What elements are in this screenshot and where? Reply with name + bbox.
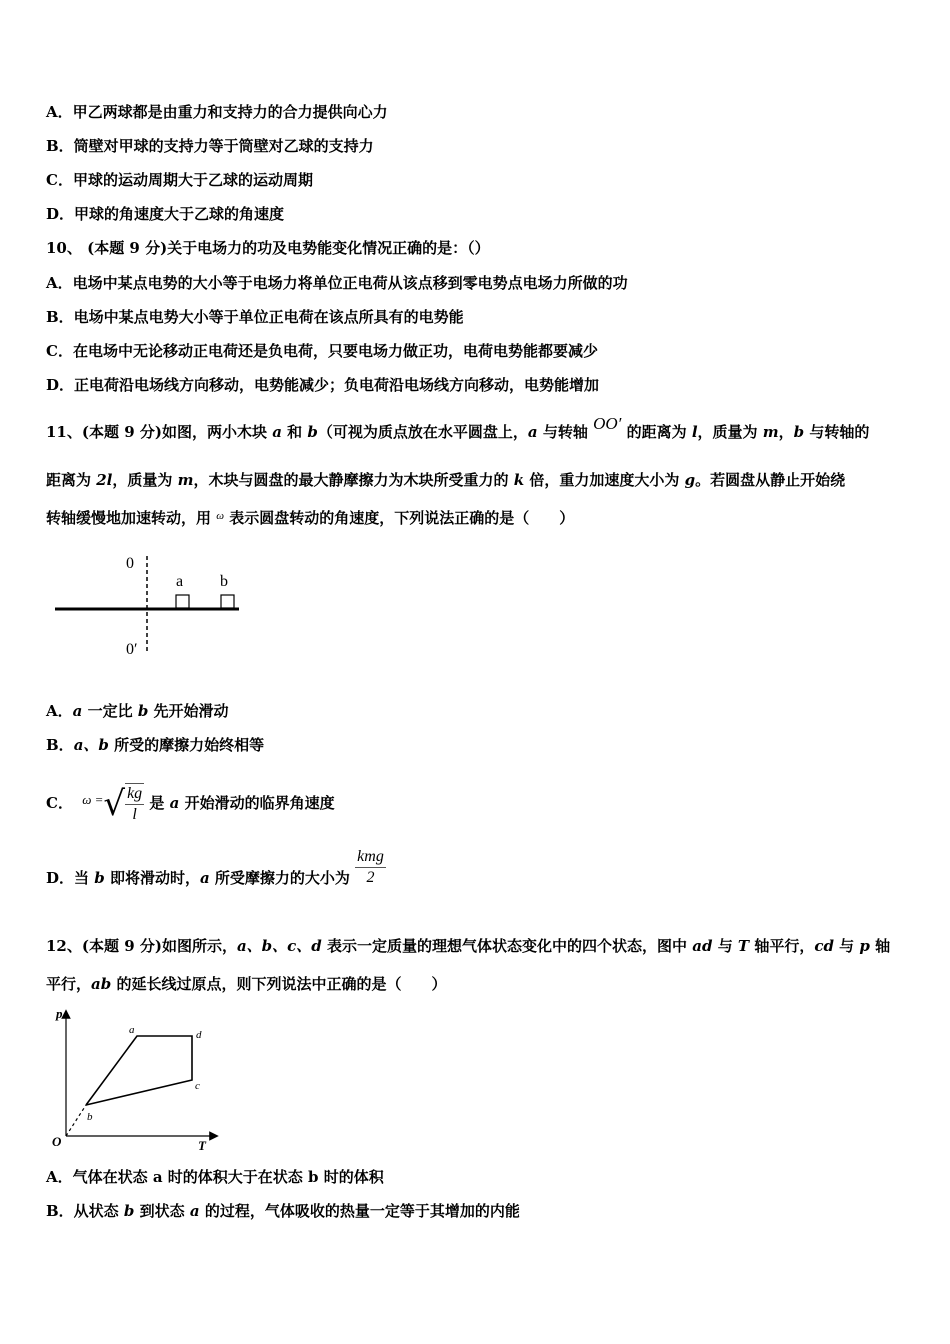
block-b [221,595,234,608]
q10-option-a: A．电场中某点电势的大小等于电场力将单位正电荷从该点移到零电势点电场力所做的功 [46,274,628,292]
state-d-label: d [196,1029,202,1041]
q11-option-c: C． ω =√ $\frac{kg}{l}$ 是 a 开始滑动的临界角速度 [46,784,335,824]
state-path [86,1036,192,1105]
q11-disk-figure [50,548,250,660]
q10-stem: 10、 (本题 9 分)关于电场力的功及电势能变化情况正确的是：（） [46,239,490,257]
q12-stem-line1: 12、(本题 9 分)如图所示，a、b、c、d 表示一定质量的理想气体状态变化中的四个状态，图中 ad 与 T 轴平行，cd 与 p 轴 [46,937,891,955]
q10-option-c: C．在电场中无论移动正电荷还是负电荷，只要电场力做正功，电荷电势能都要减少 [46,342,598,360]
q10-option-d: D．正电荷沿电场线方向移动，电势能减少；负电荷沿电场线方向移动，电势能增加 [46,376,600,394]
q11-option-a: A．a 一定比 b 先开始滑动 [46,702,229,720]
block-a-label: a [176,573,184,590]
axis-bottom-label: 0′ [126,641,138,658]
q9-option-d: D．甲球的角速度大于乙球的角速度 [46,205,285,223]
T-axis-label: T [198,1138,206,1153]
q11-stem-line3: 转轴缓慢地加速转动，用 $^\omega$ 表示圆盘转动的角速度，下列说法正确的是（ ） [46,509,575,527]
block-a [176,595,189,608]
q12-stem-line2: 平行，ab 的延长线过原点，则下列说法中正确的是（ ） [46,975,447,993]
sqrt-kg-over-l: $\frac{kg}{l}$ [127,785,143,823]
q11-option-b: B．a、b 所受的摩擦力始终相等 [46,736,265,754]
axis-label: OO′ [593,414,622,433]
q9-option-b: B．筒壁对甲球的支持力等于筒壁对乙球的支持力 [46,137,374,155]
block-b-label: b [220,573,228,590]
q11-stem-line1: 11、(本题 9 分)如图，两小木块 a 和 b（可视为质点放在水平圆盘上，a 与转轴 OO′ 的距离为 l，质量为 m，b 与转轴的 [46,414,870,441]
q12-option-a: A．气体在状态 a 时的体积大于在状态 b 时的体积 [46,1168,384,1186]
q11-stem-line2: 距离为 2l，质量为 m，木块与圆盘的最大静摩擦力为木块所受重力的 k 倍，重力加速度大小为 g。若圆盘从静止开始绕 [46,471,846,489]
state-a-label: a [129,1024,135,1036]
q10-option-b: B．电场中某点电势大小等于单位正电荷在该点所具有的电势能 [46,308,464,326]
q12-pT-graph [44,1004,224,1154]
kmg-over-2: $\frac{\text{kmg}}{2}$ [357,847,384,886]
q12-option-b: B．从状态 b 到状态 a 的过程，气体吸收的热量一定等于其增加的内能 [46,1202,520,1220]
ab-extension [66,1105,86,1136]
state-c-label: c [195,1080,200,1092]
q11-option-d: D．当 b 即将滑动时，a 所受摩擦力的大小为 $\frac{\text{kmg}}{2}$ [46,847,384,887]
state-b-label: b [87,1111,93,1123]
origin-label: O [52,1134,62,1149]
q9-option-a: A．甲乙两球都是由重力和支持力的合力提供向心力 [46,103,388,121]
p-axis-label: p [56,1006,63,1021]
q9-option-c: C．甲球的运动周期大于乙球的运动周期 [46,171,313,189]
axis-top-label: 0 [126,555,134,572]
